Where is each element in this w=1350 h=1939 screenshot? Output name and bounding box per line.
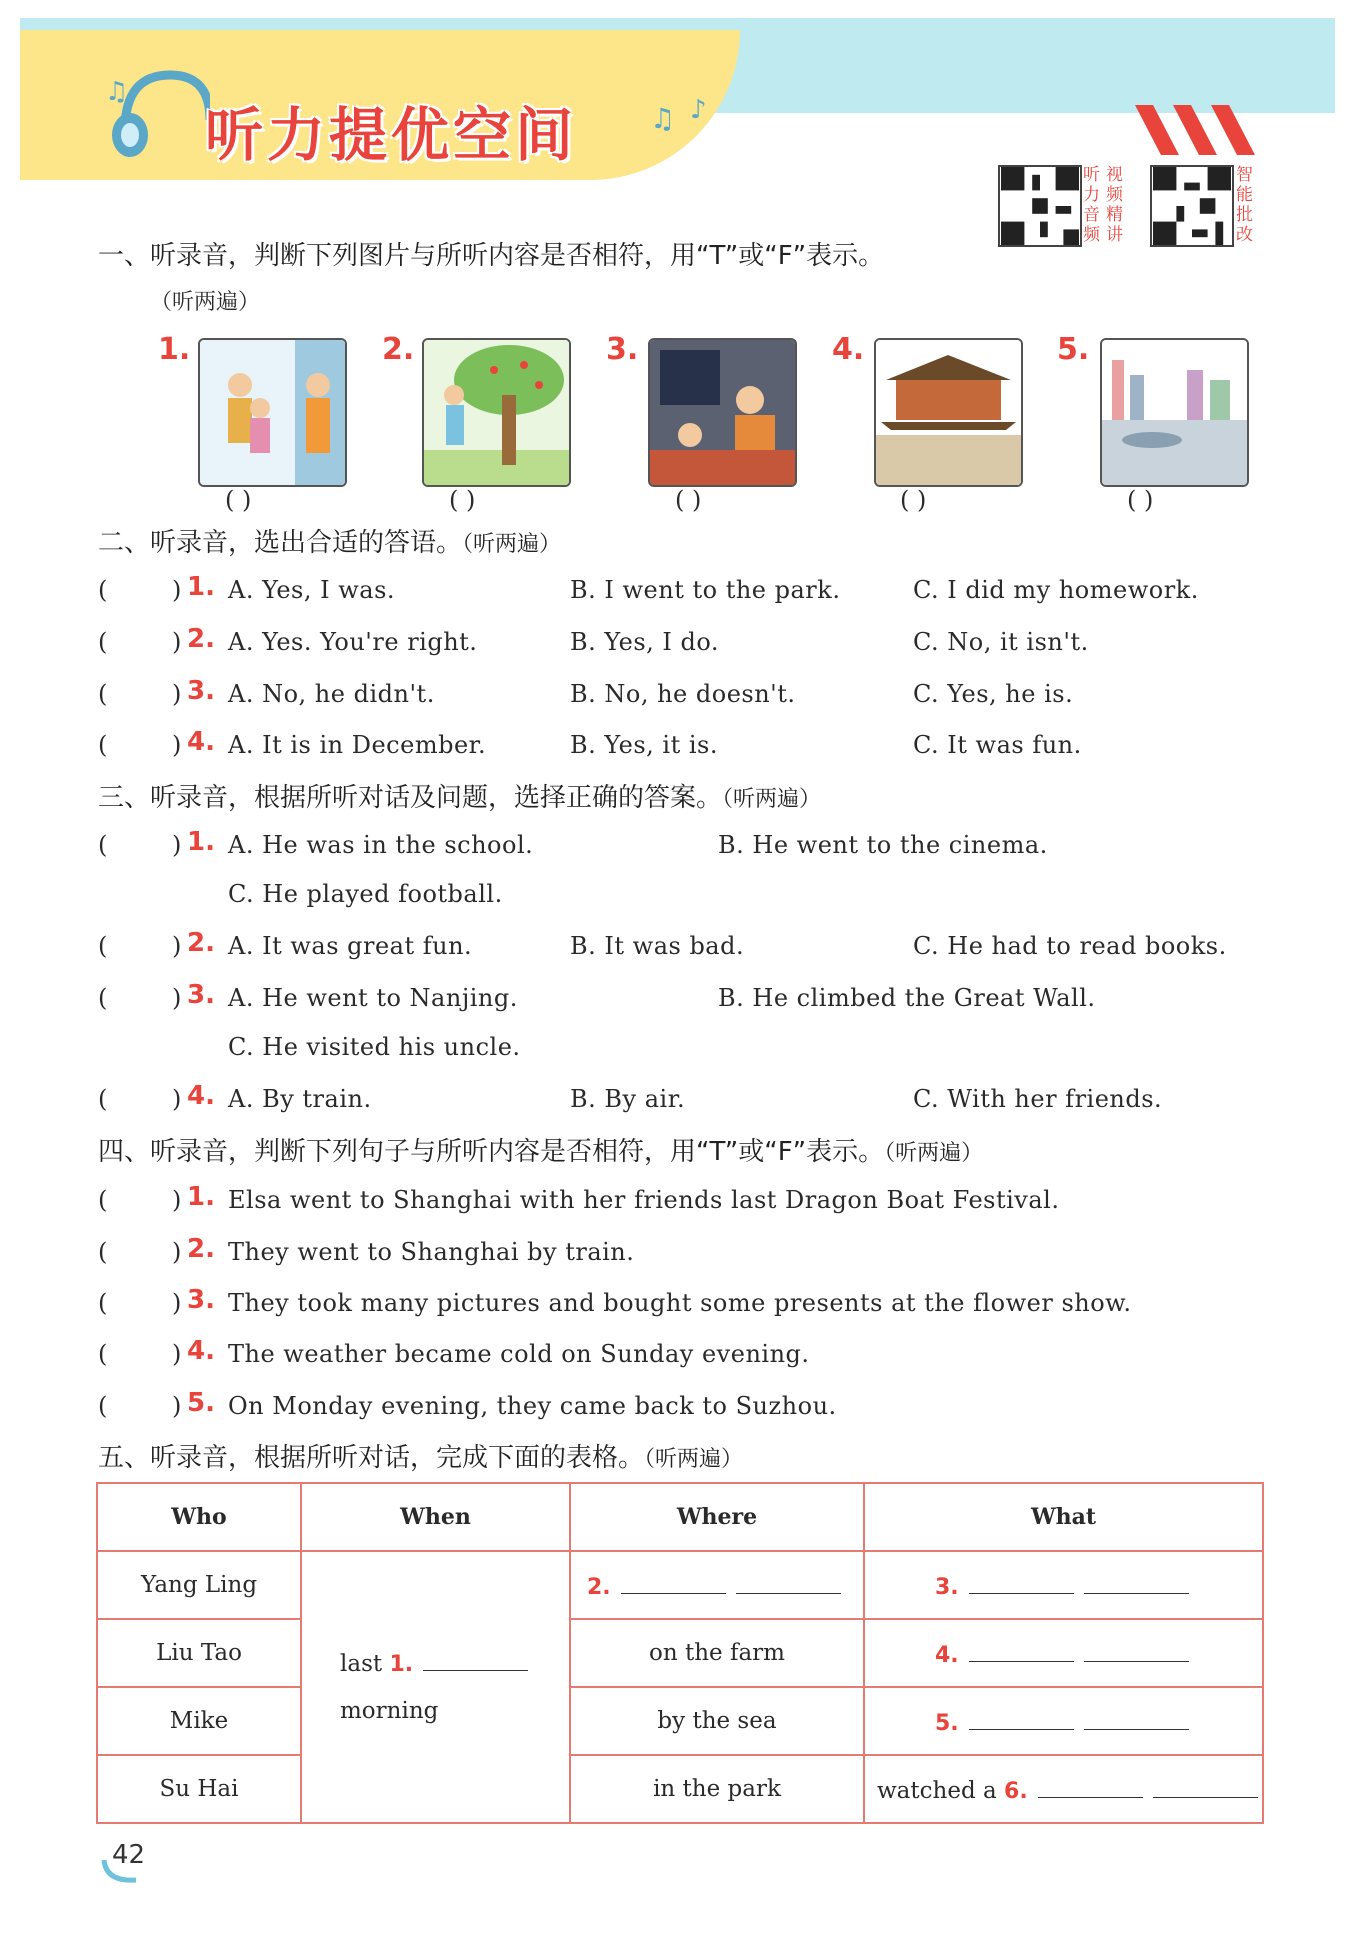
question-number: 4. [187, 1081, 215, 1111]
qr1-char: 视 [1106, 165, 1123, 185]
answer-paren-open[interactable]: ( [98, 628, 108, 656]
headphones-icon [100, 60, 210, 160]
picture-city-bund [1100, 338, 1249, 487]
blank-number: 6. [1004, 1778, 1028, 1804]
option-b: B. I went to the park. [570, 576, 841, 604]
answer-line[interactable] [1038, 1775, 1143, 1798]
blank-number: 3. [935, 1574, 959, 1600]
where-cell: on the farm [570, 1619, 864, 1687]
answer-paren-open[interactable]: ( [98, 680, 108, 708]
answer-paren-close: ) [172, 984, 182, 1012]
option-c: C. Yes, he is. [913, 680, 1074, 708]
option-b: B. By air. [570, 1085, 686, 1113]
option-b: B. Yes, it is. [570, 731, 718, 759]
section4-title [98, 1131, 983, 1168]
answer-paren-close: ) [172, 680, 182, 708]
section3-title [98, 777, 821, 814]
question-number: 5. [187, 1388, 215, 1418]
picture-number: 1. [158, 332, 191, 367]
what-cell [864, 1687, 1263, 1755]
answer-paren-close: ) [172, 1392, 182, 1420]
option-b: B. Yes, I do. [570, 628, 720, 656]
answer-paren-close: ) [172, 1085, 182, 1113]
answer-blank[interactable]: ( ) [675, 486, 702, 514]
qr1-char: 听 [1083, 165, 1100, 185]
header-where: Where [570, 1483, 864, 1551]
answer-paren-close: ) [172, 731, 182, 759]
qr1-char: 力 [1083, 185, 1100, 205]
picture-number: 5. [1057, 332, 1090, 367]
statement-text: They took many pictures and bought some presents at the flower show. [228, 1289, 1132, 1317]
answer-line[interactable] [969, 1639, 1074, 1662]
picture-number: 3. [606, 332, 639, 367]
statement-text: Elsa went to Shanghai with her friends last Dragon Boat Festival. [228, 1186, 1060, 1214]
blank-number: 5. [935, 1710, 959, 1736]
answer-paren-open[interactable]: ( [98, 731, 108, 759]
answer-paren-open[interactable]: ( [98, 1238, 108, 1266]
qr2-char: 智 [1236, 165, 1253, 185]
who-cell: Liu Tao [97, 1619, 301, 1687]
section2-title [98, 522, 561, 559]
answer-blank[interactable]: ( ) [1127, 486, 1154, 514]
section3-note: （听两遍） [722, 787, 822, 812]
answer-line[interactable] [621, 1571, 726, 1594]
answer-paren-close: ) [172, 1186, 182, 1214]
option-a: A. Yes. You're right. [228, 628, 478, 656]
question-number: 3. [187, 980, 215, 1010]
question-number: 1. [187, 572, 215, 602]
blank-number: 1. [389, 1651, 414, 1677]
question-number: 4. [187, 1336, 215, 1366]
svg-text:♫: ♫ [105, 77, 129, 107]
qr1-char: 频 [1106, 185, 1123, 205]
option-a: A. He went to Nanjing. [228, 984, 518, 1012]
qr1-label [1083, 165, 1100, 245]
qr-code-audio[interactable] [998, 165, 1082, 247]
option-a: A. No, he didn't. [228, 680, 435, 708]
what-prefix: watched a [877, 1777, 997, 1804]
picture-number: 4. [832, 332, 865, 367]
question-number: 3. [187, 676, 215, 706]
option-a: A. Yes, I was. [228, 576, 396, 604]
answer-line[interactable] [1084, 1639, 1189, 1662]
section5-title-text: 五、听录音，根据所听对话，完成下面的表格。 [98, 1443, 645, 1473]
answer-line[interactable] [1084, 1571, 1189, 1594]
picture-cinema [648, 338, 797, 487]
option-b: B. It was bad. [570, 932, 745, 960]
what-cell [864, 1755, 1263, 1823]
header-when: When [301, 1483, 570, 1551]
option-a: A. It was great fun. [228, 932, 473, 960]
option-a: A. It is in December. [228, 731, 487, 759]
picture-family-door [198, 338, 347, 487]
section4-note: （听两遍） [884, 1141, 984, 1166]
section5-title [98, 1437, 743, 1474]
table-header-row [97, 1483, 1263, 1551]
who-cell: Su Hai [97, 1755, 301, 1823]
answer-line[interactable] [1084, 1707, 1189, 1730]
when-prefix: last [340, 1650, 383, 1677]
answer-blank[interactable]: ( ) [449, 486, 476, 514]
decorative-stripes [1135, 100, 1275, 160]
answer-paren-open[interactable]: ( [98, 1289, 108, 1317]
statement-text: They went to Shanghai by train. [228, 1238, 635, 1266]
section2-title-text: 二、听录音，选出合适的答语。 [98, 528, 463, 558]
qr2-char: 批 [1236, 205, 1253, 225]
qr1-char: 音 [1083, 205, 1100, 225]
what-cell [864, 1551, 1263, 1619]
picture-picking-apples [422, 338, 571, 487]
table-row [97, 1551, 1263, 1619]
answer-paren-open[interactable]: ( [98, 1186, 108, 1214]
qr1-label-2 [1106, 165, 1123, 245]
answer-paren-close: ) [172, 932, 182, 960]
who-cell: Mike [97, 1687, 301, 1755]
qr2-char: 能 [1236, 185, 1253, 205]
answer-paren-open[interactable]: ( [98, 1392, 108, 1420]
table-row [97, 1619, 1263, 1687]
statement-text: On Monday evening, they came back to Suzhou. [228, 1392, 837, 1420]
blank-number: 4. [935, 1642, 959, 1668]
svg-text:♫: ♫ [650, 102, 676, 135]
answer-paren-close: ) [172, 1340, 182, 1368]
picture-number: 2. [382, 332, 415, 367]
answer-paren-open[interactable]: ( [98, 1085, 108, 1113]
answer-paren-open[interactable]: ( [98, 984, 108, 1012]
answer-line[interactable] [969, 1571, 1074, 1594]
answer-line[interactable] [969, 1707, 1074, 1730]
answer-paren-close: ) [172, 628, 182, 656]
section1-note: （听两遍） [150, 290, 261, 315]
table-row [97, 1755, 1263, 1823]
header-what: What [864, 1483, 1263, 1551]
section-banner-title: 听力提优空间 [205, 101, 578, 169]
qr2-char: 改 [1236, 225, 1253, 245]
answer-line[interactable] [736, 1571, 841, 1594]
option-c: C. I did my homework. [913, 576, 1199, 604]
qr2-label [1236, 165, 1253, 245]
option-c: C. He had to read books. [913, 932, 1227, 960]
answer-paren-open[interactable]: ( [98, 576, 108, 604]
where-cell: by the sea [570, 1687, 864, 1755]
section4-title-text: 四、听录音，判断下列句子与所听内容是否相符，用“T”或“F”表示。 [98, 1137, 885, 1167]
fill-in-table [96, 1482, 1264, 1824]
svg-text:♪: ♪ [690, 95, 707, 125]
where-cell: in the park [570, 1755, 864, 1823]
section5-note: （听两遍） [644, 1447, 744, 1472]
page-number: 42 [112, 1840, 146, 1870]
option-c: C. He visited his uncle. [228, 1033, 521, 1061]
answer-paren-open[interactable]: ( [98, 831, 108, 859]
option-c: C. He played football. [228, 880, 503, 908]
option-b: B. He went to the cinema. [718, 831, 1048, 859]
question-number: 2. [187, 1234, 215, 1264]
option-a: A. By train. [228, 1085, 372, 1113]
answer-paren-close: ) [172, 576, 182, 604]
blank-number: 2. [587, 1574, 611, 1600]
option-c: C. With her friends. [913, 1085, 1163, 1113]
qr-code-grading[interactable] [1150, 165, 1234, 247]
option-b: B. He climbed the Great Wall. [718, 984, 1096, 1012]
question-number: 1. [187, 827, 215, 857]
what-cell [864, 1619, 1263, 1687]
answer-blank[interactable]: ( ) [225, 486, 252, 514]
answer-paren-close: ) [172, 1289, 182, 1317]
section3-title-text: 三、听录音，根据所听对话及问题，选择正确的答案。 [98, 783, 723, 813]
section1-title: 一、听录音，判断下列图片与所听内容是否相符，用“T”或“F”表示。 [98, 241, 885, 271]
music-note-icon [650, 90, 730, 140]
question-number: 4. [187, 727, 215, 757]
option-c: C. No, it isn't. [913, 628, 1089, 656]
table-row [97, 1687, 1263, 1755]
picture-palace [874, 338, 1023, 487]
section2-note: （听两遍） [462, 532, 562, 557]
where-cell [570, 1551, 864, 1619]
question-number: 2. [187, 928, 215, 958]
answer-paren-open[interactable]: ( [98, 932, 108, 960]
statement-text: The weather became cold on Sunday evening. [228, 1340, 810, 1368]
header-who: Who [97, 1483, 301, 1551]
option-b: B. No, he doesn't. [570, 680, 796, 708]
answer-paren-close: ) [172, 1238, 182, 1266]
option-c: C. It was fun. [913, 731, 1082, 759]
answer-blank[interactable]: ( ) [900, 486, 927, 514]
answer-paren-open[interactable]: ( [98, 1340, 108, 1368]
when-cell [301, 1551, 570, 1823]
when-suffix: morning [340, 1697, 439, 1724]
qr1-char: 精 [1106, 205, 1123, 225]
question-number: 3. [187, 1285, 215, 1315]
question-number: 1. [187, 1182, 215, 1212]
question-number: 2. [187, 624, 215, 654]
who-cell: Yang Ling [97, 1551, 301, 1619]
qr1-char: 讲 [1106, 225, 1123, 245]
qr1-char: 频 [1083, 225, 1100, 245]
answer-line[interactable] [423, 1648, 528, 1671]
option-a: A. He was in the school. [228, 831, 534, 859]
answer-paren-close: ) [172, 831, 182, 859]
answer-line[interactable] [1153, 1775, 1258, 1798]
